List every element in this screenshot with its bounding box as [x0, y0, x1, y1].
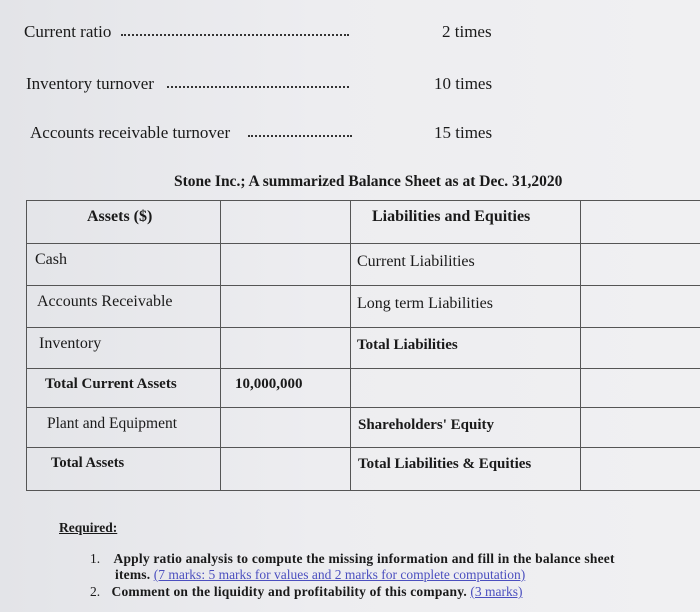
- required-heading: Required:: [59, 520, 118, 535]
- asset-label-inventory: Inventory: [39, 335, 102, 352]
- required-item-1-line-2: [115, 567, 525, 583]
- item-number: 1.: [90, 551, 101, 566]
- table-rule: [26, 243, 700, 244]
- table-rule: [26, 407, 700, 408]
- ratio-name: Inventory turnover: [26, 74, 154, 93]
- item-text: Comment on the liquidity and profitability of this company.: [111, 584, 467, 599]
- marks-note: (7 marks: 5 marks for values and 2 marks for complete computation): [153, 567, 526, 582]
- liability-label-long-term: Long term Liabilities: [357, 295, 493, 312]
- assets-header: Assets ($): [87, 208, 153, 225]
- required-item-1-line-1: [90, 551, 615, 567]
- table-rule: [26, 200, 27, 491]
- liabilities-header: Liabilities and Equities: [372, 208, 531, 225]
- ratio-value: 10 times: [434, 74, 493, 93]
- table-rule: [26, 490, 700, 491]
- ratio-value: 15 times: [434, 123, 493, 142]
- item-text: items.: [115, 567, 151, 582]
- dot-leader: [248, 135, 352, 137]
- asset-label-plant-equipment: Plant and Equipment: [47, 415, 178, 432]
- dot-leader: [121, 34, 349, 36]
- liability-label-total: Total Liabilities: [357, 337, 458, 353]
- item-number: 2.: [90, 584, 101, 599]
- ratio-value: 2 times: [442, 22, 492, 41]
- table-rule: [26, 447, 700, 448]
- required-item-2: [90, 584, 522, 600]
- marks-note: (3 marks): [470, 584, 523, 599]
- table-rule: [26, 368, 700, 369]
- table-rule: [26, 285, 700, 286]
- table-rule: [220, 200, 221, 491]
- asset-label-total-assets: Total Assets: [51, 455, 125, 471]
- table-rule: [26, 200, 700, 201]
- table-rule: [350, 200, 351, 491]
- liability-label-current: Current Liabilities: [357, 253, 475, 270]
- table-rule: [580, 200, 581, 491]
- ratio-name: Accounts receivable turnover: [30, 123, 231, 142]
- liability-label-total-liabilities-equities: Total Liabilities & Equities: [358, 456, 532, 472]
- item-text: Apply ratio analysis to compute the missing information and fill in the balance sheet: [113, 551, 615, 566]
- dot-leader: [167, 86, 349, 88]
- table-rule: [26, 327, 700, 328]
- asset-label-accounts-receivable: Accounts Receivable: [37, 293, 173, 310]
- asset-label-cash: Cash: [35, 251, 67, 268]
- ratio-name: Current ratio: [24, 22, 112, 41]
- balance-sheet-title: Stone Inc.; A summarized Balance Sheet as at Dec. 31,2020: [174, 173, 563, 190]
- asset-label-total-current-assets: Total Current Assets: [45, 376, 177, 392]
- equity-label-shareholders: Shareholders' Equity: [358, 417, 495, 433]
- asset-value-total-current-assets: 10,000,000: [235, 376, 303, 392]
